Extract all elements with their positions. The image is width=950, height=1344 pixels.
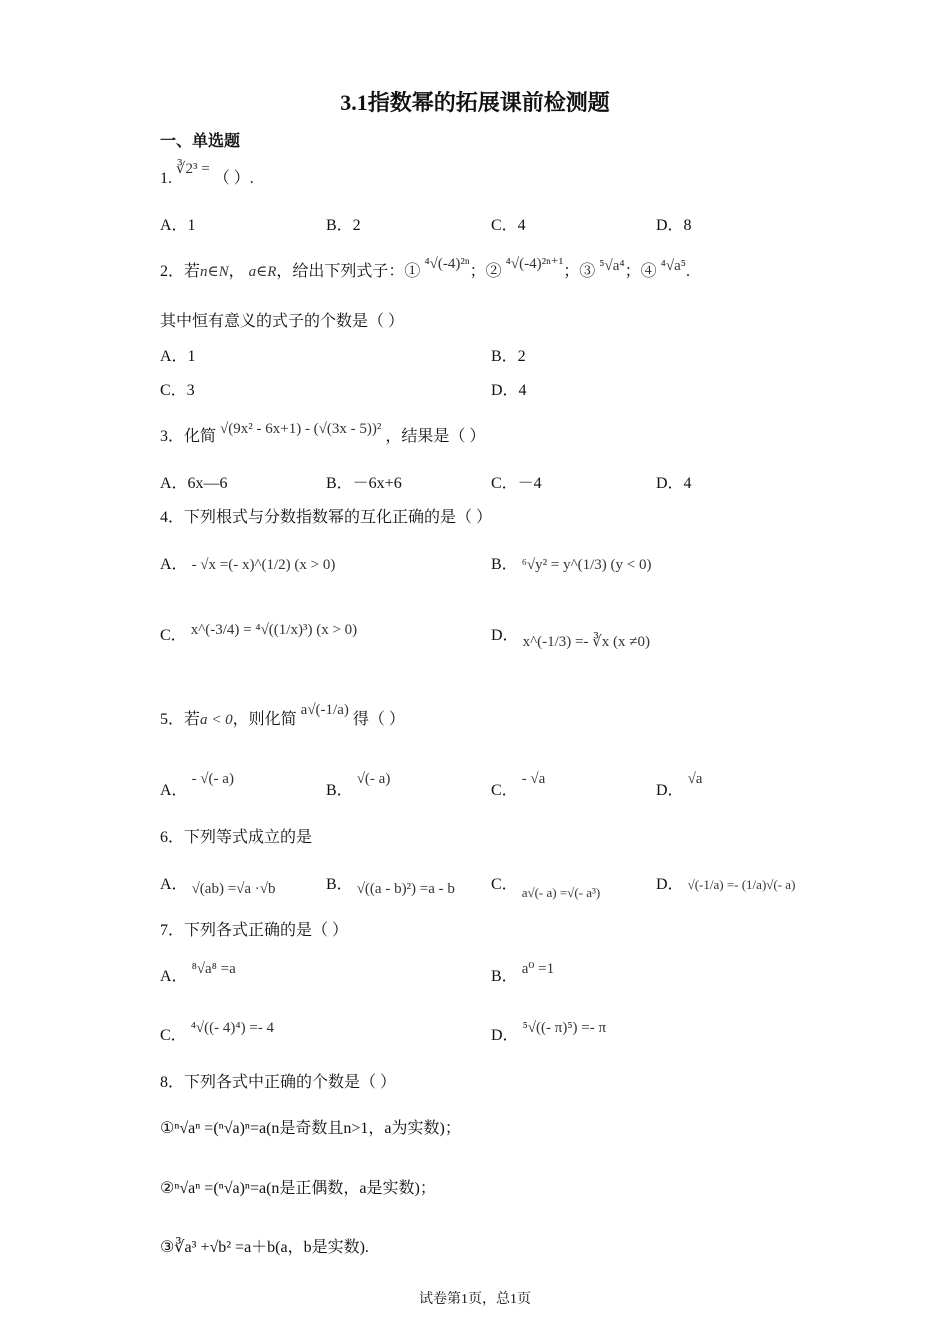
q4-c-expression: x^(-3/4) = ⁴√((1/x)³) (x > 0) [190,622,358,638]
q7-a-expression: ⁸√a⁸ =a [191,961,236,977]
q2-option-c[interactable]: C．3 [160,382,195,399]
q5-b-label: B． [326,782,353,799]
q5-condition: a < 0 [200,712,233,728]
q5-b-expression: √(- a) [356,771,391,787]
q1-expression: ∛2³ = [176,161,210,177]
q4-d-expression: x^(-1/3) =- ∛x (x ≠0) [522,634,650,650]
q1-option-c[interactable]: C．4 [491,217,526,234]
question-7: 7．下列各式正确的是（ ） [160,922,349,939]
q5-option-c[interactable] [491,771,546,800]
q7-d-label: D． [491,1027,519,1044]
q7-a-label: A． [160,968,188,985]
q3-option-c[interactable]: C．－4 [491,475,542,492]
q2-end: . [685,263,690,280]
page-title: 3.1指数幂的拓展课前检测题 [340,90,610,115]
q4-option-b[interactable] [491,551,652,574]
page-footer: 试卷第1页，总1页 [419,1292,531,1307]
q5-expression: a√(-1/a) [300,702,349,718]
q2-expr-1: ⁴√(-4)²ⁿ [424,256,470,272]
q5-tail: 得（ ） [352,711,405,728]
q8-item-3: ③∛a³ +√b² =a＋b(a，b是实数). [160,1239,369,1256]
q4-d-label: D． [491,627,519,644]
q3-option-b[interactable]: B．－6x+6 [326,475,402,492]
q2-stem-mid: ，给出下列式子：① [276,263,421,280]
q2-separator: ， [228,263,245,280]
q5-stem-start: 5．若 [160,711,201,728]
q1-option-d[interactable]: D．8 [656,217,692,234]
q4-b-expression: ⁶√y² = y^(1/3) (y < 0) [521,557,652,573]
q3-option-a[interactable]: A．6x—6 [160,475,228,492]
q2-line-2: 其中恒有意义的式子的个数是（ ） [160,313,405,330]
q2-marker-4: ；④ [624,263,657,280]
q6-d-expression: √(-1/a) =- (1/a)√(- a) [687,877,796,892]
q7-option-b[interactable] [491,963,554,986]
q2-expr-2: ⁴√(-4)²ⁿ⁺¹ [505,256,564,272]
question-8: 8．下列各式中正确的个数是（ ） [160,1074,397,1091]
q3-expression: √(9x² - 6x+1) - (√(3x - 5))² [220,421,382,437]
q6-a-expression: √(ab) =√a ·√b [191,881,276,897]
q6-d-label: D． [656,876,684,893]
q7-b-expression: a⁰ =1 [521,961,555,977]
section-heading: 一、单选题 [160,133,241,150]
q6-b-label: B． [326,876,353,893]
q1-number: 1. [160,170,172,187]
q5-d-expression: √a [687,771,703,787]
q7-c-label: C． [160,1027,187,1044]
q4-a-label: A． [160,556,188,573]
q2-a-in-R: a∈R [248,264,277,280]
q4-option-c[interactable] [160,622,357,645]
question-1 [160,161,254,188]
q5-d-label: D． [656,782,684,799]
q3-option-d[interactable]: D．4 [656,475,692,492]
q7-option-c[interactable] [160,1022,274,1045]
q4-b-label: B． [491,556,518,573]
q8-item-1: ①ⁿ√aⁿ =(ⁿ√a)ⁿ=a(n是奇数且n>1，a为实数)； [160,1120,461,1137]
q5-option-d[interactable] [656,771,703,800]
q8-item-2: ②ⁿ√aⁿ =(ⁿ√a)ⁿ=a(n是正偶数，a是实数)； [160,1180,436,1197]
q2-n-in-N: n∈N [200,264,229,280]
q4-c-label: C． [160,627,187,644]
q6-a-label: A． [160,876,188,893]
q1-bracket: （ ）. [213,170,254,187]
q2-option-b[interactable]: B．2 [491,348,526,365]
q7-b-label: B． [491,968,518,985]
q5-a-expression: - √(- a) [191,771,234,787]
q6-option-d[interactable] [656,871,795,894]
q5-stem-mid: ，则化简 [232,711,297,728]
q2-option-a[interactable]: A．1 [160,348,196,365]
question-4: 4．下列根式与分数指数幂的互化正确的是（ ） [160,509,493,526]
q2-stem-start: 2．若 [160,263,201,280]
q7-c-expression: ⁴√((- 4)⁴) =- 4 [190,1020,275,1036]
q2-expr-4: ⁴√a⁵ [660,258,686,274]
q6-option-c[interactable] [491,871,601,900]
q7-option-a[interactable] [160,963,236,986]
q2-marker-2: ；② [469,263,502,280]
q2-marker-3: ；③ [563,263,596,280]
q5-c-label: C． [491,782,518,799]
q6-b-expression: √((a - b)²) =a - b [356,881,455,897]
q2-option-d[interactable]: D．4 [491,382,527,399]
q4-option-a[interactable] [160,551,335,574]
q5-c-expression: - √a [521,771,546,787]
question-6: 6．下列等式成立的是 [160,829,313,846]
q7-option-d[interactable] [491,1022,606,1045]
q6-option-b[interactable] [326,871,455,897]
q5-option-b[interactable] [326,771,391,800]
q1-option-a[interactable]: A．1 [160,217,196,234]
q3-stem: 3．化简 [160,428,217,445]
q2-expr-3: ⁵√a⁴ [599,258,625,274]
q1-option-b[interactable]: B．2 [326,217,361,234]
q7-d-expression: ⁵√((- π)⁵) =- π [522,1020,607,1036]
q4-option-d[interactable] [491,622,650,650]
question-5 [160,702,405,729]
q6-c-label: C． [491,876,518,893]
q6-c-expression: a√(- a) =√(- a³) [521,885,601,900]
q6-option-a[interactable] [160,871,276,897]
q5-a-label: A． [160,782,188,799]
q4-a-expression: - √x =(- x)^(1/2) (x > 0) [191,557,336,573]
q3-tail: ，结果是（ ） [385,428,486,445]
question-3 [160,423,485,446]
question-2 [160,258,690,281]
q5-option-a[interactable] [160,771,234,800]
